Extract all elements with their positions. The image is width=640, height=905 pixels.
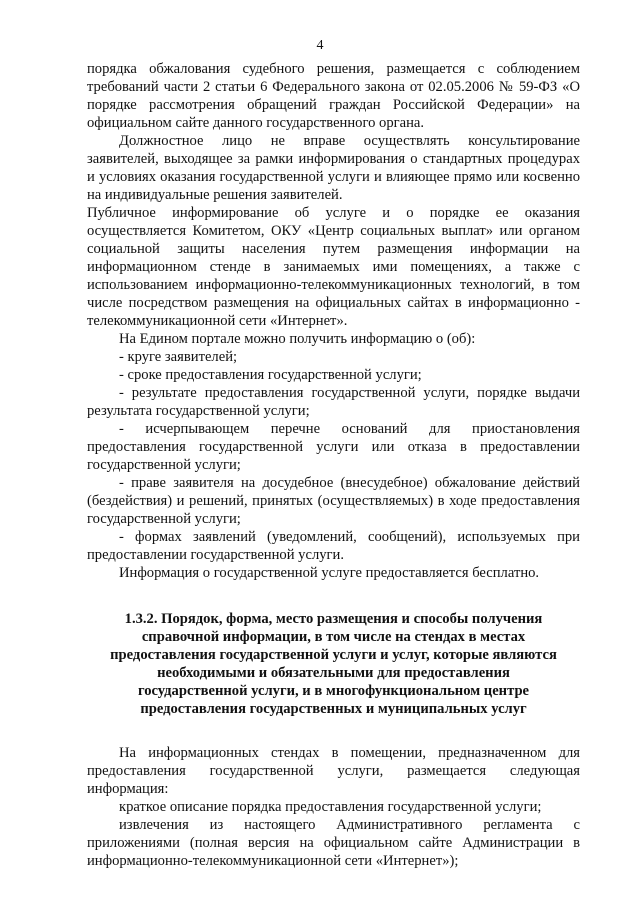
paragraph: - результате предоставления государственной услуги, порядке выдачи результата государственной услуги;	[87, 385, 580, 419]
paragraph: Информация о государственной услуге предоставляется бесплатно.	[119, 565, 540, 581]
paragraph: На информационных стендах в помещении, предназначенном для предоставления государственной услуги, размещается следующая информация:	[87, 745, 580, 797]
paragraph: порядка обжалования судебного решения, размещается с соблюдением требований части 2 статьи 6 Федерального закона от 02.05.2006 № 59-ФЗ «О порядке рассмотрения обращений граждан Российской Федерации» на официальном сайте данного государственного органа.	[87, 61, 580, 131]
paragraphs-bottom	[87, 744, 580, 870]
heading-line: предоставления государственной услуги и услуг, которые являются	[110, 647, 557, 663]
paragraph: - исчерпывающем перечне оснований для приостановления предоставления государственной услуги или отказа в предоставлении государственной услуги;	[87, 421, 580, 473]
paragraph: Должностное лицо не вправе осуществлять консультирование заявителей, выходящее за рамки информирования о стандартных процедурах и условиях оказания государственной услуги и влияющее прямо или косвенно на индивидуальные решения заявителей.	[87, 133, 580, 203]
page-number: 4	[316, 38, 324, 53]
paragraph: - праве заявителя на досудебное (внесудебное) обжалование действий (бездействия) и решений, принятых (осуществляемых) в ходе предоставления государственной услуги;	[87, 475, 580, 527]
heading-line: справочной информации, в том числе на стендах в местах	[141, 629, 526, 645]
paragraph: - сроке предоставления государственной услуги;	[119, 367, 422, 383]
paragraph: - круге заявителей;	[119, 349, 238, 365]
paragraph: - формах заявлений (уведомлений, сообщений), используемых при предоставлении государственной услуги.	[87, 529, 580, 563]
heading-line: государственной услуги, и в многофункциональном центре	[137, 683, 530, 699]
paragraph: краткое описание порядка предоставления государственной услуги;	[119, 799, 542, 815]
paragraph: На Едином портале можно получить информацию о (об):	[119, 331, 476, 347]
paragraph: Публичное информирование об услуге и о порядке ее оказания осуществляется Комитетом, ОКУ «Центр социальных выплат» или органом социальной защиты населения путем размещения информации на информационном стенде в занимаемых ими помещениях, а также с использованием информационно-телекоммуникационных технологий, в том числе посредством размещения на официальных сайтах в информационно - телекоммуникационной сети «Интернет».	[87, 205, 580, 329]
heading-line: 1.3.2. Порядок, форма, место размещения и способы получения	[124, 611, 543, 627]
heading-line: предоставления государственных и муниципальных услуг	[140, 701, 527, 717]
section-heading	[87, 610, 580, 718]
paragraph: извлечения из настоящего Административного регламента с приложениями (полная версия на официальном сайте Администрации в информационно-телекоммуникационной сети «Интернет»);	[87, 817, 580, 869]
heading-line: необходимыми и обязательными для предоставления	[157, 665, 510, 681]
document-body	[87, 60, 580, 870]
paragraphs-top	[87, 60, 580, 582]
